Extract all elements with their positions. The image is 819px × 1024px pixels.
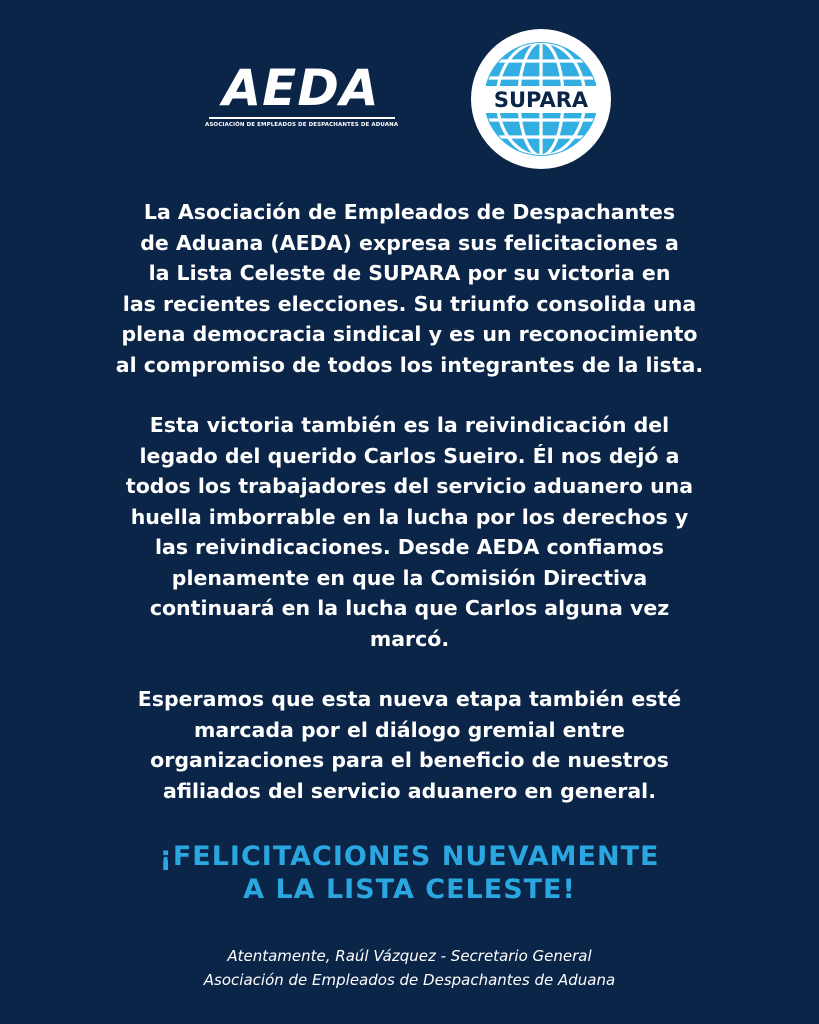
statement-body — [80, 197, 739, 806]
paragraph-congratulations: La Asociación de Empleados de Despachantes de Aduana (AEDA) expresa sus felicitaciones a la Lista Celeste de SUPARA por su victoria en las recientes elecciones. Su triunfo consolida una plena democracia sindical y es un reconocimiento al compromiso de todos los integrantes de la lista. — [115, 200, 704, 377]
signature-name-line: Atentamente, Raúl Vázquez - Secretario General — [227, 947, 592, 965]
paragraph-dialogue: Esperamos que esta nueva etapa también esté marcada por el diálogo gremial entre organizaciones para el beneficio de nuestros afiliados del servicio aduanero en general. — [137, 687, 682, 803]
aeda-wordmark: AEDA — [222, 59, 380, 117]
aeda-tagline: ASOCIACIÓN DE EMPLEADOS DE DESPACHANTES DE ADUANA — [205, 122, 399, 128]
logo-row — [0, 0, 819, 180]
signature-organization-line: Asociación de Empleados de Despachantes de Aduana — [203, 971, 616, 989]
aeda-logo — [205, 60, 397, 132]
paragraph-legacy: Esta victoria también es la reivindicación del legado del querido Carlos Sueiro. Él nos dejó a todos los trabajadores del servicio aduanero una huella imborrable en la lucha por los derechos y las reivindicaciones. Desde AEDA confiamos plenamente en que la Comisión Directiva continuará en la lucha que Carlos alguna vez marcó. — [125, 413, 694, 651]
congratulations-headline: ¡FELICITACIONES NUEVAMENTE A LA LISTA CELESTE! — [159, 841, 660, 905]
aeda-logo-rule — [209, 117, 395, 119]
supara-wordmark: SUPARA — [493, 88, 589, 112]
supara-logo — [470, 28, 612, 170]
globe-icon — [470, 28, 612, 170]
signature-block — [60, 944, 759, 992]
